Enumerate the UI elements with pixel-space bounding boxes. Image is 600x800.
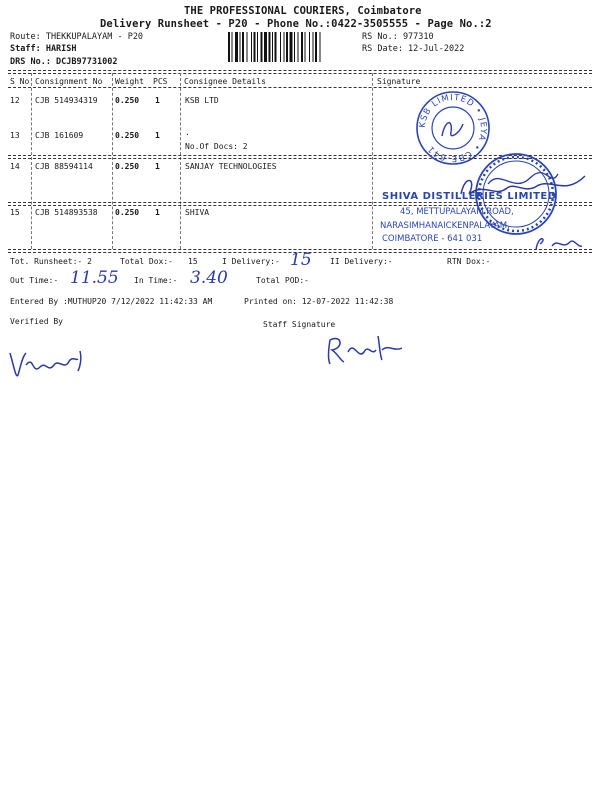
- table-row-sno: 15: [10, 208, 20, 217]
- staff-label: Staff: HARISH: [10, 44, 77, 54]
- entered-by: Entered By :MUTHUP20 7/12/2022 11:42:33 AM: [10, 297, 213, 306]
- total-dox-label: Total Dox:-: [120, 257, 173, 266]
- table-row-consignment: CJB 514934319: [35, 96, 98, 105]
- rs-date: RS Date: 12-Jul-2022: [362, 44, 465, 54]
- barcode: [228, 32, 356, 62]
- ii-delivery-label: II Delivery:-: [330, 257, 393, 266]
- i-delivery-label: I Delivery:-: [222, 257, 280, 266]
- shiva-stamp-address-line2: NARASIMHANAICKENPALAYAM,: [380, 221, 510, 231]
- col-header-sno: S No: [10, 77, 30, 86]
- drs-number: DRS No.: DCJB97731002: [10, 57, 118, 67]
- out-time-value: 11.55: [70, 268, 119, 288]
- receiver-signature: [455, 168, 595, 208]
- table-row-sno: 12: [10, 96, 20, 105]
- table-row-consignment: CJB 88594114: [35, 162, 93, 171]
- table-row-consignee: SHIVA: [185, 208, 210, 217]
- total-dox-value: 15: [188, 257, 198, 266]
- rtn-dox-label: RTN Dox:-: [447, 257, 491, 266]
- shiva-stamp-name: SHIVA DISTILLERIES LIMITED: [382, 191, 557, 202]
- table-row-consignee: KSB LTD: [185, 96, 219, 105]
- shiva-stamp-address-line1: 45, METTUPALAYAM ROAD,: [400, 207, 514, 217]
- in-time-value: 3.40: [190, 268, 228, 288]
- col-header-consignment: Consignment No: [35, 77, 103, 86]
- i-delivery-value: 15: [290, 250, 312, 270]
- verifier-signature: [6, 345, 96, 387]
- verified-by-label: Verified By: [10, 317, 63, 326]
- table-row-pcs: 1: [155, 131, 160, 140]
- printed-on: Printed on: 12-07-2022 11:42:38: [244, 297, 394, 306]
- in-time-label: In Time:-: [134, 276, 178, 285]
- out-time-label: Out Time:-: [10, 276, 59, 285]
- table-row-consignee: .: [185, 128, 190, 137]
- table-row-weight: 0.250: [115, 208, 140, 217]
- table-row-pcs: 1: [155, 208, 160, 217]
- col-header-consignee: Consignee Details: [184, 77, 266, 86]
- shiva-stamp-address-line3: COIMBATORE - 641 031: [382, 234, 483, 244]
- runsheet-subtitle: Delivery Runsheet - P20 - Phone No.:0422-3505555 - Page No.:2: [100, 18, 492, 30]
- table-row-consignee: SANJAY TECHNOLOGIES: [185, 162, 277, 171]
- col-header-weight: Weight: [115, 77, 144, 86]
- table-row-pcs: 1: [155, 96, 160, 105]
- table-row-doc-count: No.Of Docs: 2: [185, 142, 248, 151]
- ksb-stamp-text: KSB LIMITED • JEYA • CBE-641: [417, 92, 489, 164]
- company-title: THE PROFESSIONAL COURIERS, Coimbatore: [184, 5, 422, 17]
- staff-signature: [322, 330, 412, 372]
- col-header-signature: Signature: [377, 77, 421, 86]
- table-row-consignment: CJB 161609: [35, 131, 84, 140]
- table-row-sno: 13: [10, 131, 20, 140]
- total-pod-label: Total POD:-: [256, 276, 309, 285]
- table-row-weight: 0.250: [115, 162, 140, 171]
- route-label: Route: THEKKUPALAYAM - P20: [10, 32, 144, 42]
- receiver-initials: [532, 232, 584, 254]
- table-row-weight: 0.250: [115, 131, 140, 140]
- table-row-consignment: CJB 514893538: [35, 208, 98, 217]
- staff-signature-label: Staff Signature: [263, 320, 336, 329]
- col-header-pcs: PCS: [153, 77, 168, 86]
- table-row-pcs: 1: [155, 162, 160, 171]
- table-row-weight: 0.250: [115, 96, 140, 105]
- table-row-sno: 14: [10, 162, 20, 171]
- rs-number: RS No.: 977310: [362, 32, 434, 42]
- tot-runsheet: Tot. Runsheet:- 2: [10, 257, 92, 266]
